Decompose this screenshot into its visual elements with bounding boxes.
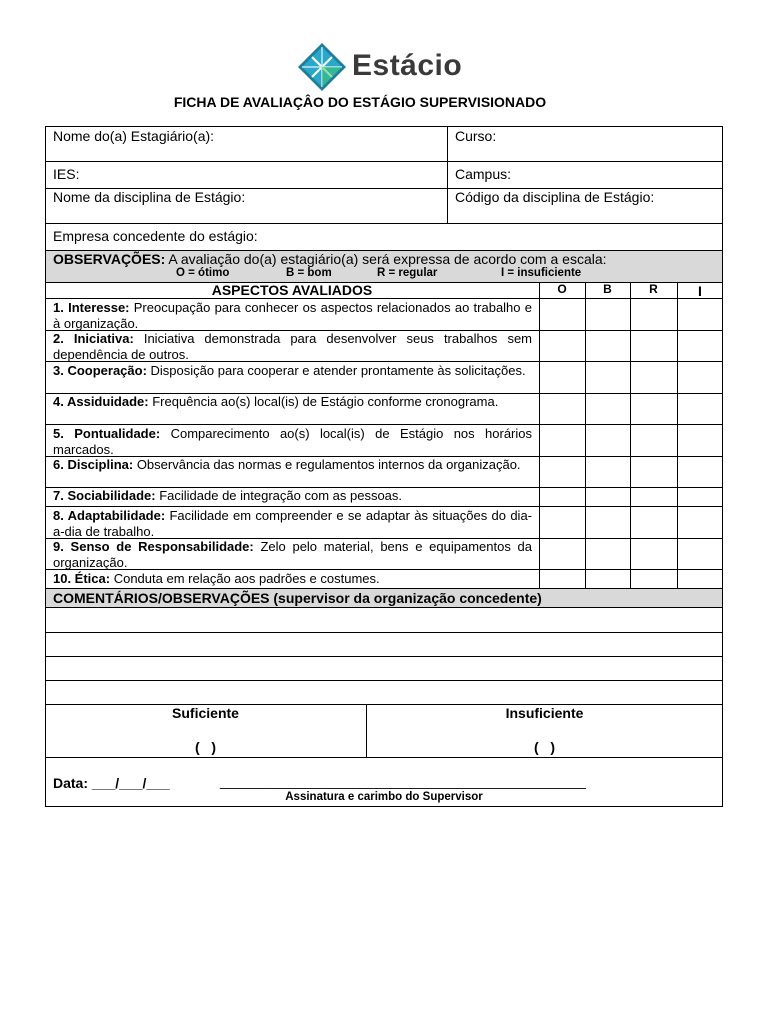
aspect-desc: Facilidade em compreender e se adaptar às situações do dia-a-dia de trabalho. [53, 508, 533, 539]
aspect-name: 2. Iniciativa: [53, 331, 134, 346]
aspect-name: 1. Interesse: [53, 300, 130, 315]
aspect-name: 5. Pontualidade: [53, 426, 161, 441]
estacio-logo [296, 43, 476, 91]
signature-line: _______________________________________________ [220, 773, 586, 789]
campus-label: Campus: [455, 166, 512, 182]
aspect-row [53, 571, 532, 587]
col-b: B [603, 282, 612, 296]
aspect-row [53, 457, 532, 473]
observations-desc: A avaliação do(a) estagiário(a) será expressa de acordo com a escala: [165, 251, 607, 267]
insufficient-checkbox[interactable]: ( ) [534, 739, 555, 755]
aspect-name: 7. Sociabilidade: [53, 488, 156, 503]
scale-regular: R = regular [377, 267, 438, 279]
observations-label: OBSERVAÇÕES: [53, 251, 166, 267]
scale-otimo: O = ótimo [176, 267, 230, 279]
scale-insuficiente: I = insuficiente [501, 267, 582, 279]
sufficient-checkbox[interactable]: ( ) [195, 739, 216, 755]
company-label: Empresa concedente do estágio: [53, 228, 258, 244]
sufficient-label: Suficiente [172, 705, 239, 721]
intern-name-label: Nome do(a) Estagiário(a): [53, 128, 215, 144]
col-r: R [649, 282, 658, 296]
page-title: FICHA DE AVALIAÇÂO DO ESTÁGIO SUPERVISIONADO [173, 94, 547, 110]
aspect-name: 3. Cooperação: [53, 363, 147, 378]
aspect-row [53, 394, 532, 410]
aspect-desc: Disposição para cooperar e atender prontamente às solicitações. [146, 363, 526, 378]
brand-name: Estácio [352, 49, 463, 82]
aspect-row [53, 508, 532, 539]
estacio-logo-icon [296, 43, 348, 91]
comments-label: COMENTÁRIOS/OBSERVAÇÕES (supervisor da organização concedente) [53, 590, 542, 606]
date-field[interactable]: Data: ___/___/___ [53, 775, 170, 791]
aspect-desc: Observância das normas e regulamentos internos da organização. [133, 457, 521, 472]
aspects-header: ASPECTOS AVALIADOS [211, 282, 373, 298]
aspect-row [53, 488, 532, 504]
aspect-name: 10. Ética: [53, 571, 111, 586]
aspect-name: 9. Senso de Responsabilidade: [53, 539, 254, 554]
col-i: I [698, 283, 702, 299]
aspect-row [53, 331, 532, 362]
col-o: O [557, 282, 567, 296]
insufficient-label: Insuficiente [505, 705, 584, 721]
aspect-desc: Facilidade de integração com as pessoas. [155, 488, 403, 503]
aspect-name: 6. Disciplina: [53, 457, 134, 472]
discipline-name-label: Nome da disciplina de Estágio: [53, 189, 246, 205]
aspect-row [53, 363, 532, 379]
discipline-code-label: Código da disciplina de Estágio: [455, 189, 655, 205]
ies-label: IES: [53, 166, 80, 182]
aspect-name: 4. Assiduidade: [53, 394, 149, 409]
aspect-desc: Comparecimento ao(s) local(is) de Estágio nos horários marcados. [53, 426, 533, 457]
aspect-desc: Zelo pelo material, bens e equipamentos da organização. [53, 539, 532, 570]
aspect-row [53, 426, 532, 457]
observations-text [53, 251, 607, 267]
aspect-desc: Frequência ao(s) local(is) de Estágio conforme cronograma. [148, 394, 499, 409]
course-label: Curso: [455, 128, 497, 144]
signature-label: Assinatura e carimbo do Supervisor [285, 791, 483, 803]
aspect-desc: Conduta em relação aos padrões e costumes. [110, 571, 380, 586]
aspect-name: 8. Adaptabilidade: [53, 508, 166, 523]
aspect-row [53, 539, 532, 570]
aspect-desc: Iniciativa demonstrada para desenvolver seus trabalhos sem dependência de outros. [53, 331, 532, 362]
aspect-desc: Preocupação para conhecer os aspectos relacionados ao trabalho e à organização. [53, 300, 532, 331]
scale-bom: B = bom [286, 267, 332, 279]
aspect-row [53, 300, 532, 331]
